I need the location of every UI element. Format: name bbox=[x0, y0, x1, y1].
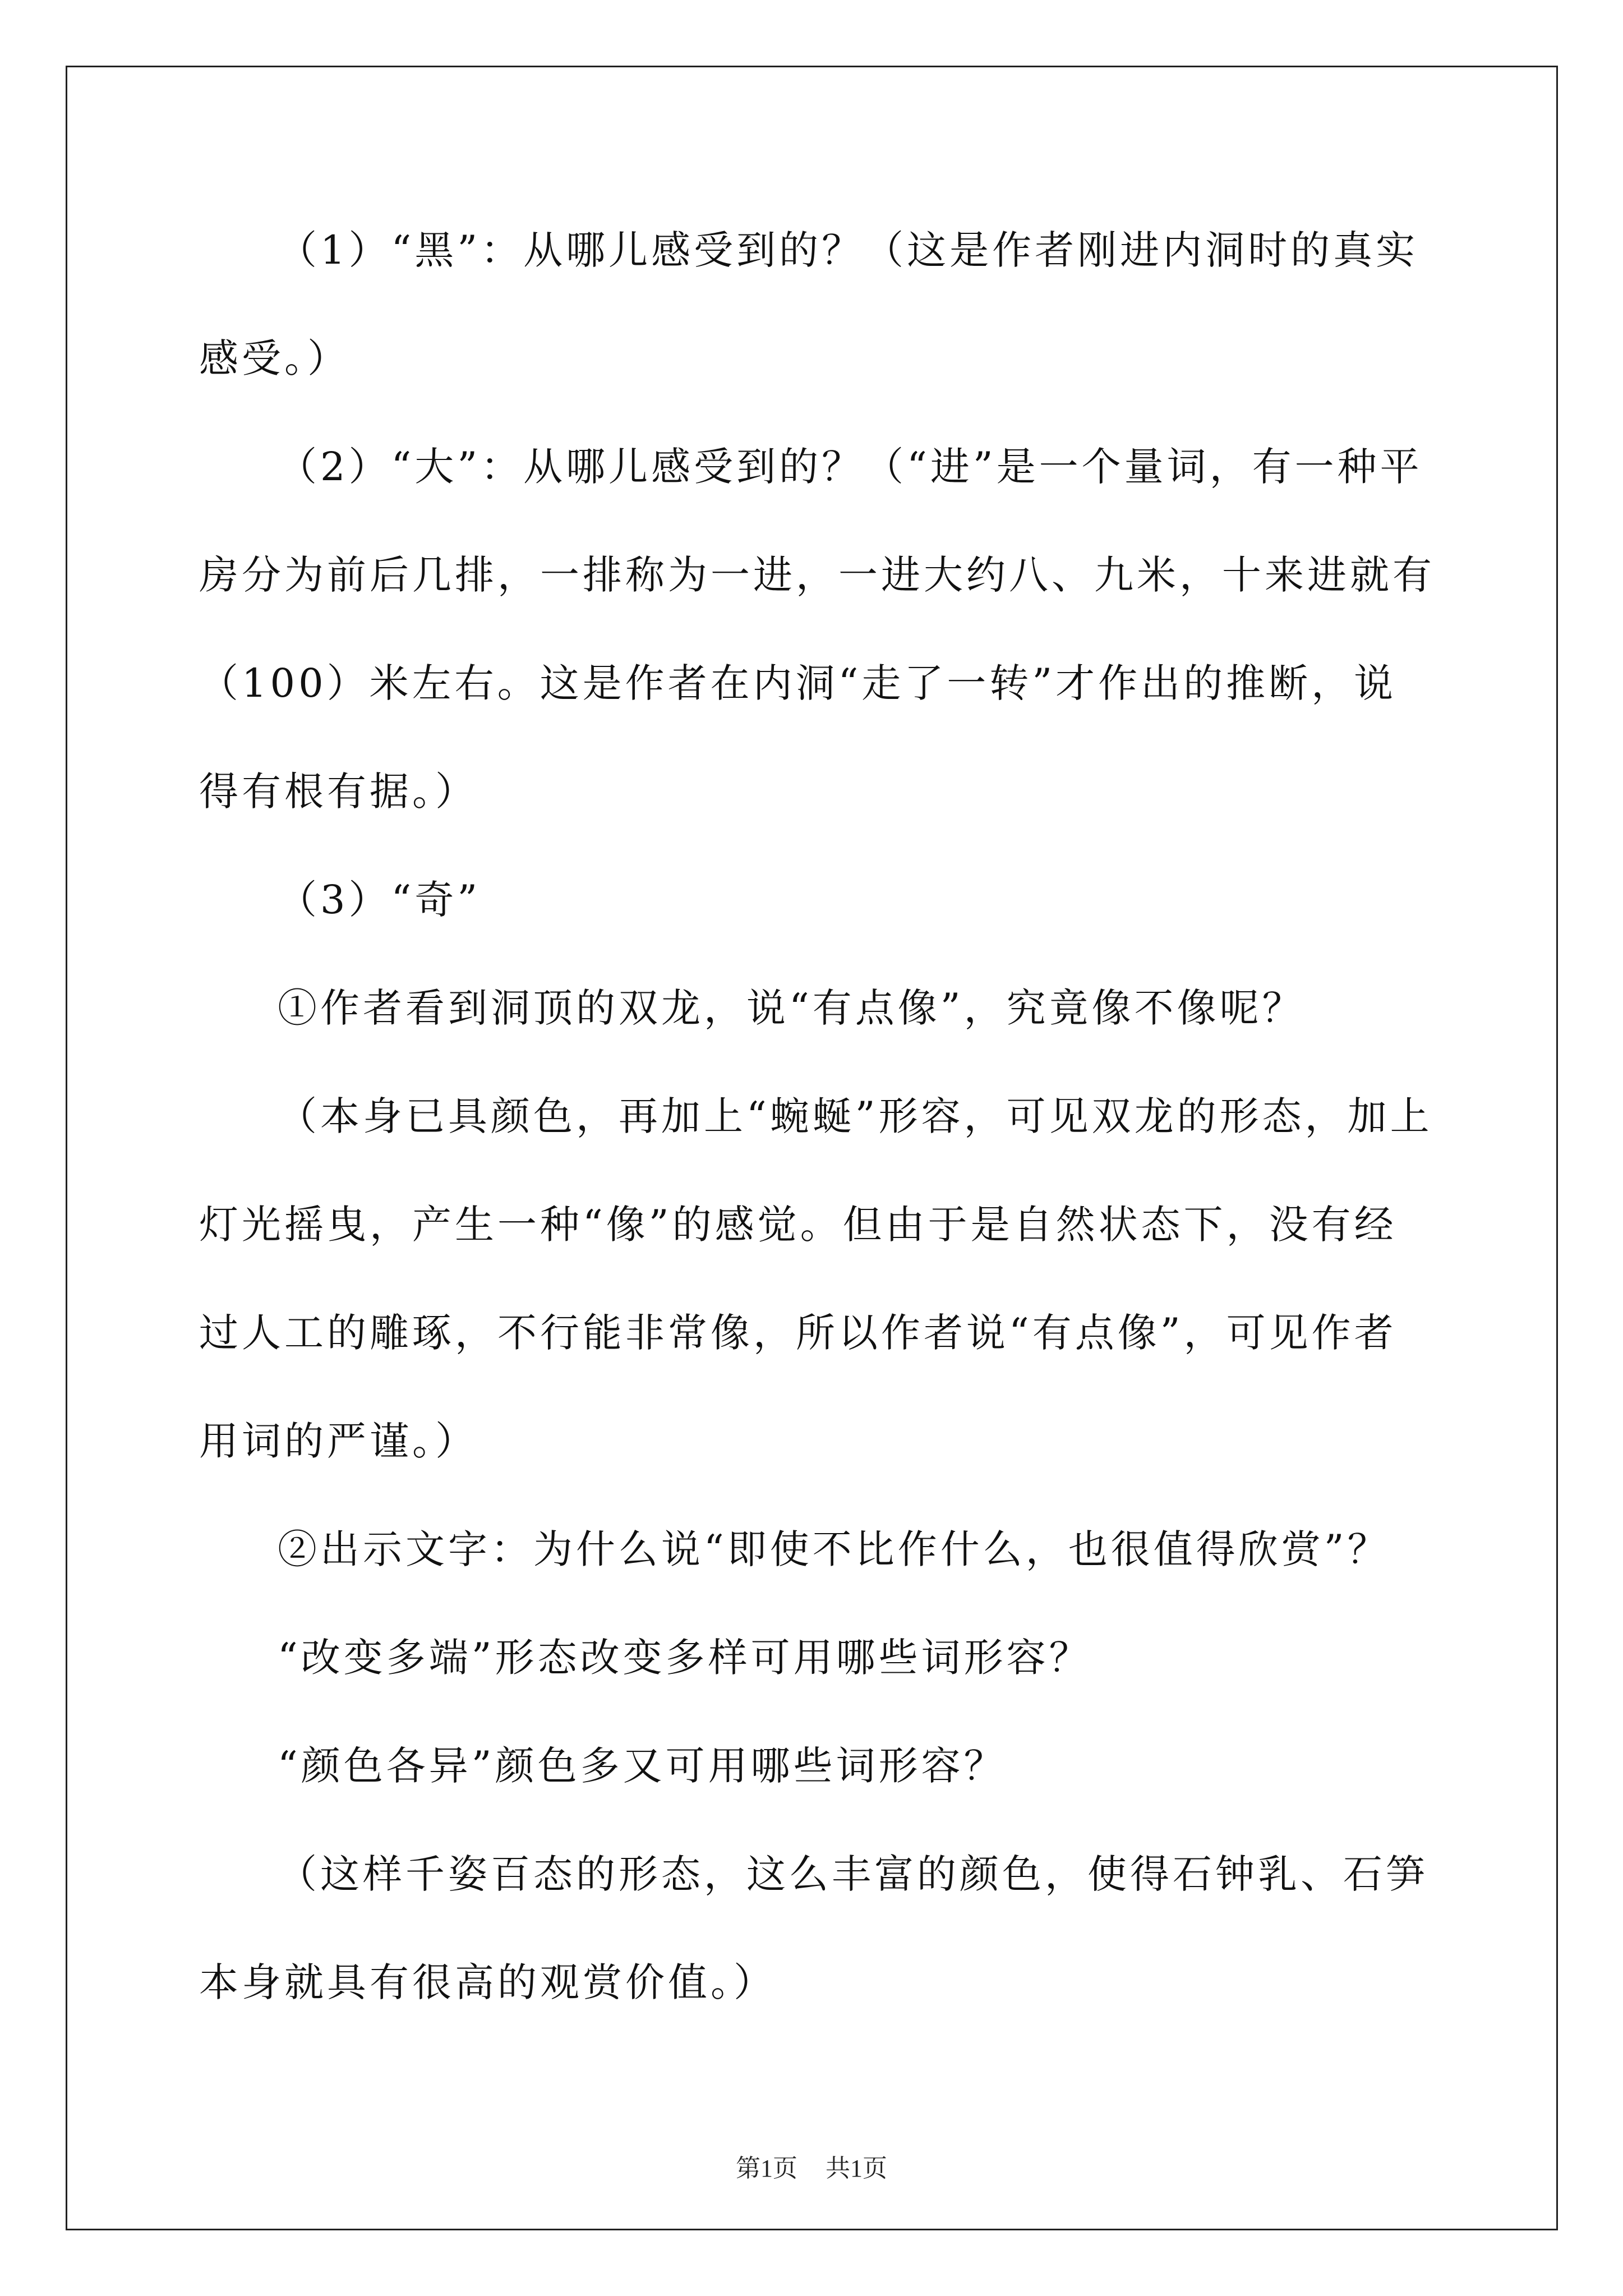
paragraph-9: （这样千姿百态的形态，这么丰富的颜色，使得石钟乳、石笋本身就具有很高的观赏价值。） bbox=[199, 1851, 1428, 2005]
paragraph-1: （1）“黑”：从哪儿感受到的？（这是作者刚进内洞时的真实感受。） bbox=[199, 227, 1419, 381]
paragraph-8: “颜色各异”颜色多又可用哪些词形容？ bbox=[278, 1743, 1007, 1789]
paragraph-4: ①作者看到洞顶的双龙，说“有点像”，究竟像不像呢？ bbox=[278, 985, 1305, 1031]
total-pages: 共1页 bbox=[826, 2155, 887, 2182]
paragraph-3: （3）“奇” bbox=[278, 877, 481, 923]
paragraph-6: ②出示文字：为什么说“即使不比作什么，也很值得欣赏”？ bbox=[278, 1526, 1390, 1572]
page-footer bbox=[0, 2152, 1623, 2185]
page-number: 第1页 bbox=[736, 2155, 797, 2182]
document-body bbox=[199, 0, 1438, 2037]
paragraph-7: “改变多端”形态改变多样可用哪些词形容？ bbox=[278, 1635, 1092, 1681]
paragraph-5: （本身已具颜色，再加上“蜿蜒”形容，可见双龙的形态，加上灯光摇曳，产生一种“像”的感觉。但由于是自然状态下，没有经过人工的雕琢，不行能非常像，所以作者说“有点像”，可见作者用词的严谨。） bbox=[199, 1093, 1433, 1464]
paragraph-2: （2）“大”：从哪儿感受到的？（“进”是一个量词，有一种平房分为前后几排，一排称为一进，一进大约八、九米，十来进就有（100）米左右。这是作者在内洞“走了一转”才作出的推断，说得有根有据。） bbox=[199, 444, 1435, 815]
top-spacer bbox=[199, 0, 1438, 196]
